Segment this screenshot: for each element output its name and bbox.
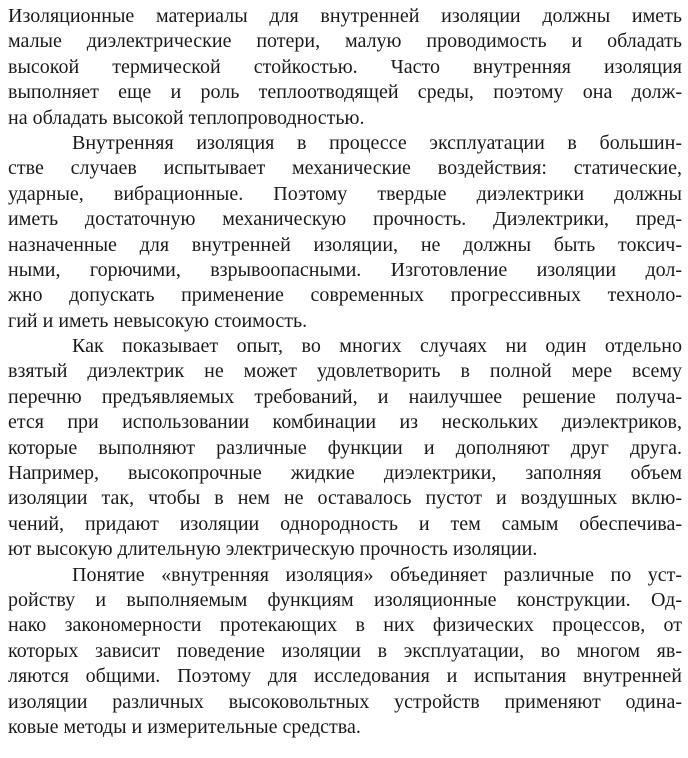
paragraph-4 bbox=[8, 563, 682, 741]
text-line: Например, высокопрочные жидкие диэлектрики, заполняя объем bbox=[8, 462, 682, 485]
paragraph-1 bbox=[8, 4, 682, 131]
text-line: на обладать высокой теплопроводностью. bbox=[8, 106, 365, 129]
text-line: ют высокую длительную электрическую прочность изоляции. bbox=[8, 538, 538, 561]
text-line: чений, придают изоляции однородность и тем самым обеспечива- bbox=[8, 512, 682, 535]
text-line: которых зависит поведение изоляции в эксплуатации, во многом яв- bbox=[8, 639, 682, 662]
text-line: жно допускать применение современных прогрессивных техноло- bbox=[8, 284, 682, 307]
text-line: высокой термической стойкостью. Часто внутренняя изоляция bbox=[8, 55, 682, 78]
text-line: выполняет еще и роль теплоотводящей среды, поэтому она долж- bbox=[8, 81, 682, 104]
text-line: ройству и выполняемым функциям изоляционные конструкции. Од- bbox=[8, 588, 682, 611]
text-line: назначенные для внутренней изоляции, не должны быть токсич- bbox=[8, 233, 682, 256]
text-line: ется при использовании комбинации из нескольких диэлектриков, bbox=[8, 411, 682, 434]
paragraph-3 bbox=[8, 334, 682, 563]
text-line: стве случаев испытывает механические воздействия: статические, bbox=[8, 157, 682, 180]
paragraph-2 bbox=[8, 131, 682, 334]
text-line: перечню предъявляемых требований, и наилучшее решение получа- bbox=[8, 385, 682, 408]
text-line: изоляции различных высоковольтных устройств применяют одина- bbox=[8, 690, 682, 713]
document-page bbox=[8, 4, 682, 740]
text-line: Изоляционные материалы для внутренней изоляции должны иметь bbox=[8, 5, 682, 27]
text-line: Внутренняя изоляция в процессе эксплуатации в большин- bbox=[72, 131, 682, 154]
text-line: иметь достаточную механическую прочность. Диэлектрики, пред- bbox=[8, 208, 682, 231]
text-line: малые диэлектрические потери, малую проводимость и обладать bbox=[8, 30, 682, 53]
text-line: ляются общими. Поэтому для исследования и испытания внутренней bbox=[8, 665, 682, 688]
text-line: ударные, вибрационные. Поэтому твердые диэлектрики должны bbox=[8, 182, 682, 205]
text-line: Понятие «внутренняя изоляция» объединяет различные по уст- bbox=[72, 563, 682, 586]
text-line: изоляции так, чтобы в нем не оставалось пустот и воздушных вклю- bbox=[8, 487, 682, 510]
text-line: Как показывает опыт, во многих случаях ни один отдельно bbox=[72, 335, 682, 358]
text-line: взятый диэлектрик не может удовлетворить в полной мере всему bbox=[8, 360, 682, 383]
text-line: ными, горючими, взрывоопасными. Изготовление изоляции дол- bbox=[8, 258, 682, 281]
text-line: ковые методы и измерительные средства. bbox=[8, 715, 361, 738]
text-line: нако закономерности протекающих в них физических процессов, от bbox=[8, 614, 682, 637]
text-line: которые выполняют различные функции и дополняют друг друга. bbox=[8, 436, 682, 459]
text-line: гий и иметь невысокую стоимость. bbox=[8, 309, 308, 332]
